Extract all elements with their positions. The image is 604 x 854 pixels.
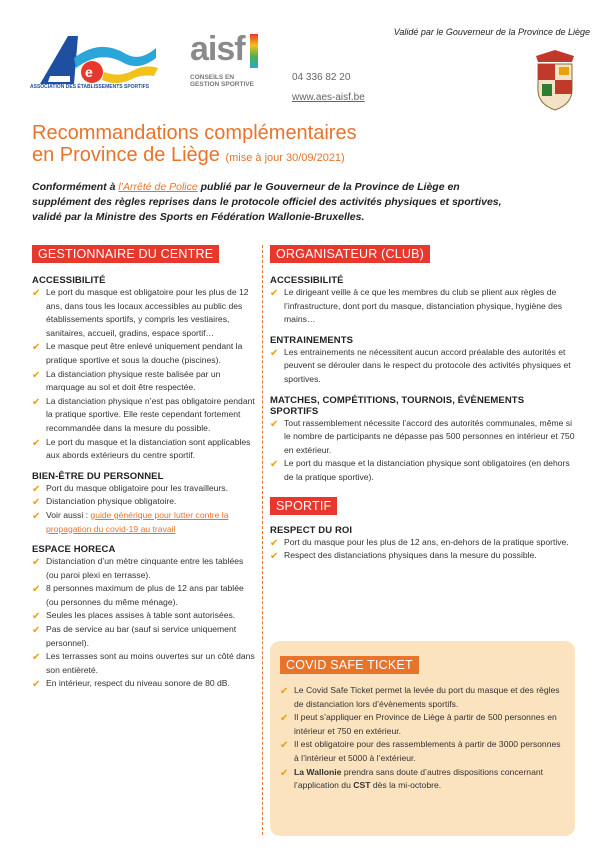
left-column <box>32 245 257 691</box>
matches-list <box>270 417 575 485</box>
check-icon: ✔ <box>32 625 41 637</box>
check-icon: ✔ <box>270 347 279 359</box>
list-item: ✔ Pas de service au bar (sauf si service uniquement personnel). <box>32 624 237 648</box>
phone-number: 04 336 82 20 <box>292 72 351 83</box>
section-roi: RESPECT DU ROI <box>270 524 353 536</box>
check-icon: ✔ <box>280 740 289 752</box>
aes-logo <box>30 28 160 100</box>
check-icon: ✔ <box>32 652 41 664</box>
intro-suffix: publié par le Gouverneur de la Province de Liège en supplément des règles reprises dans le protocole officiel des activités physiques et sportives, validé par la Ministre des Sports en Fédération Wallonie-Bruxelles. <box>32 181 502 223</box>
check-icon: ✔ <box>32 584 41 596</box>
title-line-1: Recommandations complémentaires <box>32 122 357 144</box>
check-icon: ✔ <box>32 497 41 509</box>
check-icon: ✔ <box>280 713 289 725</box>
website-link[interactable]: www.aes-aisf.be <box>292 92 365 103</box>
section-matches: MATCHES, COMPÉTITIONS, TOURNOIS, ÉVÈNEMENTS SPORTIFS <box>270 394 525 417</box>
covid-safe-ticket-content <box>280 656 565 793</box>
validation-note: Validé par le Gouverneur de la Province de Liège <box>393 27 590 37</box>
column-separator <box>262 245 263 835</box>
entrainements-list <box>270 346 575 387</box>
accessibilite-list-right <box>270 286 575 327</box>
sportif-tag: SPORTIF <box>270 497 337 515</box>
page-title <box>32 122 357 169</box>
check-icon: ✔ <box>270 288 279 299</box>
list-item: ✔ Le Covid Safe Ticket permet la levée du port du masque et des règles de distanciation lors d’évènements sportifs. <box>280 685 560 709</box>
update-date: (mise à jour 30/09/2021) <box>225 152 345 164</box>
list-item: ✔ Il est obligatoire pour des rassemblements à partir de 3000 personnes à l’intérieur et 5000 à l’extérieur. <box>280 739 561 763</box>
section-personnel: BIEN-ÊTRE DU PERSONNEL <box>32 470 164 482</box>
list-item: ✔ Le port du masque et la distanciation physique sont obligatoires (en dehors de la pratique sportive). <box>270 458 570 482</box>
check-icon: ✔ <box>32 557 41 569</box>
section-accessibilite-left: ACCESSIBILITÉ <box>32 275 106 286</box>
list-item: ✔ Le masque peut être enlevé uniquement pendant la pratique sportive et sous la douche (piscines). <box>32 341 243 365</box>
check-icon: ✔ <box>32 342 41 354</box>
list-item: ✔ Il peut s’appliquer en Province de Liège à partir de 500 personnes en intérieur et 750 en extérieur. <box>280 712 557 736</box>
aisf-color-bar <box>250 34 258 68</box>
check-icon: ✔ <box>32 288 41 299</box>
covid-tag: COVID SAFE TICKET <box>280 656 419 674</box>
list-item: ✔ La distanciation physique n’est pas obligatoire pendant la pratique sportive. Elle reste cependant fortement recommandée dans la mesure du possible. <box>32 395 255 433</box>
list-item: ✔ Le dirigeant veille à ce que les membres du club se plient aux règles de l’infrastructure, dont port du masque, distanciation physique, hygiène des mains… <box>270 287 563 325</box>
check-icon: ✔ <box>270 459 279 471</box>
aisf-logo-text: aisf <box>190 30 245 68</box>
personnel-list <box>32 482 257 536</box>
check-icon: ✔ <box>270 418 279 430</box>
list-item: ✔ Voir aussi : guide générique pour lutter contre la propagation du covid-19 au travail <box>32 509 229 534</box>
aisf-logo-caption: CONSEILS EN GESTION SPORTIVE <box>190 74 254 88</box>
list-item: ✔ Tout rassemblement nécessite l’accord des autorités communales, même si le nombre de participants ne dépasse pas 500 personnes en intérieur et 750 en extérieur. <box>270 417 575 455</box>
check-icon: ✔ <box>280 686 289 697</box>
list-item: ✔ Distanciation d’un mètre cinquante entre les tablées (ou paroi plexi en terrasse). <box>32 556 244 580</box>
svg-text:e: e <box>85 64 93 80</box>
check-icon: ✔ <box>270 537 279 549</box>
list-item: ✔ Les terrasses sont au moins ouvertes sur un côté dans son entièreté. <box>32 651 255 675</box>
aisf-logo <box>190 30 270 100</box>
guide-link[interactable]: guide générique pour lutter contre la propagation du covid-19 au travail <box>46 509 229 534</box>
list-item: ✔ Le port du masque et la distanciation sont applicables aux abords extérieurs du centre sportif. <box>32 436 251 461</box>
gestionnaire-tag: GESTIONNAIRE DU CENTRE <box>32 245 219 263</box>
section-accessibilite-right: ACCESSIBILITÉ <box>270 275 344 286</box>
title-line-2: en Province de Liège <box>32 144 220 166</box>
arrete-link[interactable]: l’Arrêté de Police <box>118 181 198 193</box>
roi-list <box>270 536 575 563</box>
check-icon: ✔ <box>32 396 41 408</box>
accessibilite-list-left <box>32 286 257 463</box>
intro-prefix: Conformément à <box>32 181 119 193</box>
list-item: ✔ Port du masque pour les plus de 12 ans, en-dehors de la pratique sportive. <box>270 536 569 549</box>
check-icon: ✔ <box>32 437 41 449</box>
horeca-list <box>32 555 257 691</box>
province-coat-of-arms <box>530 48 580 114</box>
list-item: ✔ La Wallonie prendra sans doute d’autres dispositions concernant l’application du CST dès la mi-octobre. <box>280 766 544 791</box>
list-item: ✔ Distanciation physique obligatoire. <box>32 496 177 509</box>
right-column <box>270 245 575 563</box>
section-horeca: ESPACE HORECA <box>32 544 116 556</box>
list-item: ✔ 8 personnes maximum de plus de 12 ans par tablée (ou personnes du même ménage). <box>32 583 244 607</box>
check-icon: ✔ <box>32 483 41 495</box>
check-icon: ✔ <box>270 551 279 563</box>
list-item: ✔ Respect des distanciations physiques dans la mesure du possible. <box>270 550 537 563</box>
list-item: ✔ En intérieur, respect du niveau sonore de 80 dB. <box>32 678 230 691</box>
intro-paragraph <box>32 180 512 225</box>
section-entrainements: ENTRAINEMENTS <box>270 334 354 346</box>
organisateur-tag: ORGANISATEUR (CLUB) <box>270 245 430 263</box>
check-icon: ✔ <box>32 510 41 522</box>
list-item: ✔ Les entrainements ne nécessitent aucun accord préalable des autorités et peuvent se dérouler dans le respect du protocole des activités physiques et sportives. <box>270 346 571 384</box>
list-item: ✔ Port du masque obligatoire pour les travailleurs. <box>32 482 228 495</box>
list-item: ✔ Seules les places assises à table sont autorisées. <box>32 610 236 623</box>
check-icon: ✔ <box>32 369 41 381</box>
check-icon: ✔ <box>280 767 289 779</box>
check-icon: ✔ <box>32 679 41 691</box>
check-icon: ✔ <box>32 611 41 623</box>
covid-list <box>280 684 565 793</box>
list-item: ✔ La distanciation physique reste balisée par un marquage au sol et doit être respectée. <box>32 368 221 393</box>
aes-logo-caption: ASSOCIATION DES ÉTABLISSEMENTS SPORTIFS <box>30 84 149 90</box>
list-item: ✔ Le port du masque est obligatoire pour les plus de 12 ans, dans tous les locaux accessibles au public des établissements sportifs, y compris les vestiaires, sanitaires, accueil, gradins, espace sportif… <box>32 287 249 338</box>
